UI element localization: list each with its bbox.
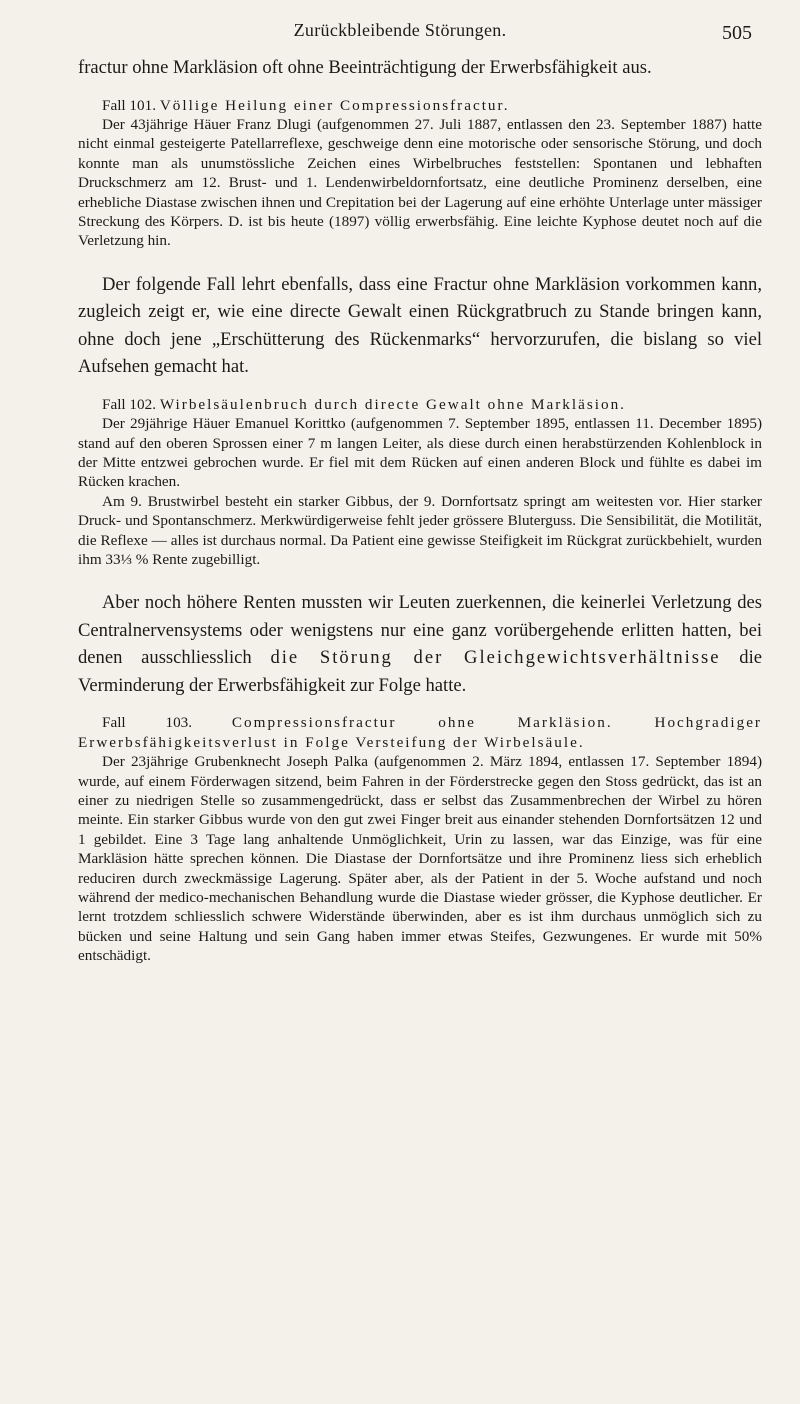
case-102-number: Fall 102.	[102, 395, 157, 413]
running-title: Zurückbleibende Störungen.	[293, 20, 507, 40]
case-103-heading	[78, 713, 762, 752]
page-body	[78, 54, 762, 966]
pension-text-a: Aber noch höhere Renten mussten wir Leuten zuerkennen, die keinerlei Verletzung des Centralnervensystems oder wenigstens nur eine ganz vorübergehende erlitten hatten, bei denen ausschliesslich	[78, 592, 762, 669]
case-102-heading	[78, 395, 762, 414]
paragraph-transition: Der folgende Fall lehrt ebenfalls, dass eine Fractur ohne Markläsion vorkommen kann, zugleich zeigt er, wie eine directe Gewalt einen Rückgratbruch zu Stande bringen kann, ohne doch jene „Erschütterung des Rückenmarks“ hervorzurufen, die bislang so viel Aufsehen gemacht hat.	[78, 273, 762, 378]
paragraph-pension	[78, 589, 762, 699]
case-101-title: Völlige Heilung einer Compressionsfractur.	[159, 96, 510, 114]
case-102-text-1: Der 29jährige Häuer Emanuel Korittko (aufgenommen 7. September 1895, entlassen 11. December 1895) stand auf den oberen Sprossen einer 7 m langen Leiter, als diese durch einen herabstürzenden Kohlenblock in der Mitte entzwei gebrochen wurde. Er fiel mit dem Rücken auf einen anderen Block und fühlte es dabei im Rücken krachen.	[78, 415, 762, 491]
pension-emphasis: die Störung der Gleichgewichtsverhältnisse	[270, 647, 721, 669]
page-number: 505	[722, 22, 752, 44]
case-101-text: Der 43jährige Häuer Franz Dlugi (aufgenommen 27. Juli 1887, entlassen den 23. September 1887) hatte nicht einmal gesteigerte Patellarreflexe, geschweige denn eine motorische oder sensorische Störung, und doch konnte man als unumstössliche Zeichen eines Wirbelbruches feststellen: Spontanen und lebhaften Druckschmerz am 12. Brust- und 1. Lendenwirbeldornfortsatz, eine deutliche Prominenz derselben, eine erhebliche Diastase zwischen ihnen und Crepitation bei der Lagerung auf eine erhöhte Unterlage unter mässiger Streckung des Körpers. D. ist bis heute (1897) völlig erwerbsfähig. Eine leichte Kyphose deutet noch auf die Verletzung hin.	[78, 115, 762, 250]
case-103-title: Compressionsfractur ohne Markläsion. Hochgradiger Erwerbsfähigkeitsverlust in Folge Versteifung der Wirbelsäule.	[78, 714, 762, 751]
paragraph-continuation: fractur ohne Markläsion oft ohne Beeinträchtigung der Erwerbsfähigkeit aus.	[78, 57, 652, 78]
running-head	[0, 16, 800, 46]
case-103-number: Fall 103.	[102, 714, 193, 732]
case-101-heading	[78, 96, 762, 115]
case-102-title: Wirbelsäulenbruch durch directe Gewalt ohne Markläsion.	[159, 395, 626, 413]
case-101-number: Fall 101.	[102, 96, 157, 114]
case-103-text: Der 23jährige Grubenknecht Joseph Palka (aufgenommen 2. März 1894, entlassen 17. September 1894) wurde, auf einem Förderwagen sitzend, beim Fahren in der Förderstrecke gegen den Stoss gedrückt, das ist an einer zu niedrigen Stelle so zusammengedrückt, dass er selbst das Zusammenbrechen der Wirbel zu hören meinte. Ein starker Gibbus wurde von den gut zwei Finger breit aus einander stehenden Dornfortsätzen 12 und 1 gebildet. Eine 3 Tage lang anhaltende Unmöglichkeit, Urin zu lassen, war das Einzige, was für eine Markläsion hätte sprechen können. Die Diastase der Dornfortsätze und ihre Prominenz liess sich erheblich reduciren durch zweckmässige Lagerung. Später aber, als der Patient in der 5. Woche aufstand und noch während der medico-mechanischen Behandlung wurde die Diastase wieder grösser, die Kyphose deutlicher. Er lernt trotzdem schliesslich schwere Widerstände überwinden, aber es ist ihm durchaus unmöglich sich zu bücken und seine Haltung und sein Gang haben immer etwas Steifes, Gezwungenes. Er wurde mit 50% entschädigt.	[78, 753, 762, 965]
case-102-text-2: Am 9. Brustwirbel besteht ein starker Gibbus, der 9. Dornfortsatz springt am weitesten vor. Hier starker Druck- und Spontanschmerz. Merkwürdigerweise fehlt jeder grössere Bluterguss. Die Sensibilität, die Motilität, die Reflexe — alles ist durchaus normal. Da Patient eine gewisse Steifigkeit im Rückgrat zurückbehielt, wurden ihm 33⅓ % Rente zugebilligt.	[78, 492, 762, 568]
pension-text-c: die Verminderung der Erwerbsfähigkeit zur Folge hatte.	[78, 647, 762, 696]
